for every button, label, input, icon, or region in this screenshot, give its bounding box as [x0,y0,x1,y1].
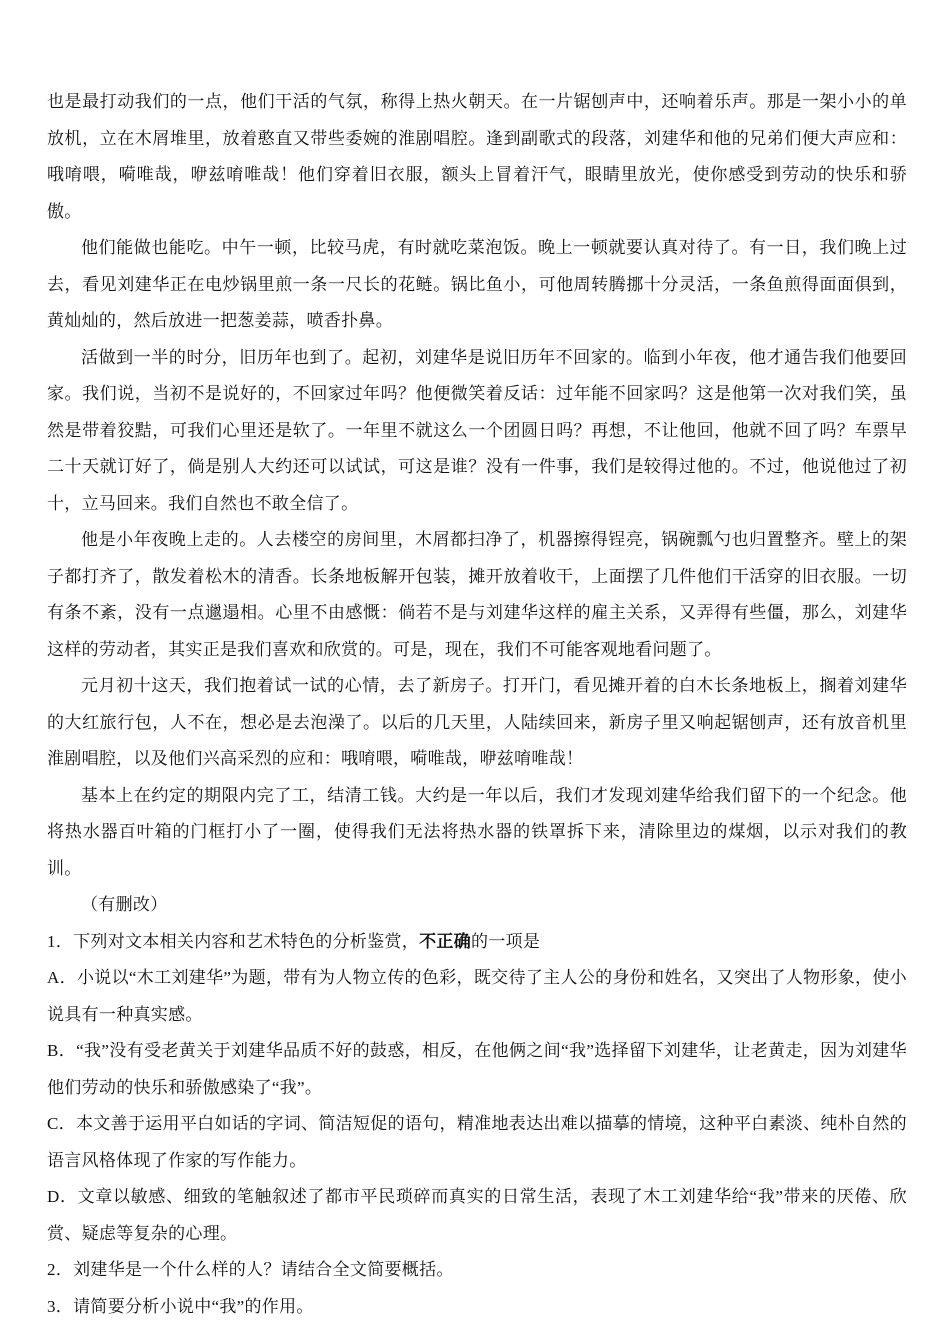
option-b-label: B． [47,1041,77,1060]
question-1-stem-suffix: 的一项是 [471,931,541,951]
passage-paragraph-3: 活做到一半的时分，旧历年也到了。起初，刘建华是说旧历年不回家的。临到小年夜，他才通告我们他要回家。我们说，当初不是说好的，不回家过年吗？他便微笑着反话：过年能不回家吗？这是他第一次对我们笑，虽然是带着狡黠，可我们心里还是软了。一年里不就这么一个团圆日吗？再想，不让他回，他就不回了吗？车票早二十天就订好了，倘是别人大约还可以试试，可这是谁？没有一件事，我们是较得过他的。不过，他说他过了初十，立马回来。我们自然也不敢全信了。 [47,347,907,513]
question-1-option-c [47,1106,907,1179]
reading-passage [47,84,907,924]
question-1-stem-prefix: 下列对文本相关内容和艺术特色的分析鉴赏， [73,931,420,951]
option-b-text: “我”没有受老黄关于刘建华品质不好的鼓惑，相反，在他俩之间“我”选择留下刘建华，让老黄走，因为刘建华他们劳动的快乐和骄傲感染了“我”。 [47,1041,907,1097]
question-2-number: 2． [47,1260,74,1279]
question-3 [47,1289,907,1326]
question-1-option-b [47,1033,907,1106]
source-note: （有删改） [81,895,168,914]
option-d-label: D． [47,1187,78,1206]
question-1-stem [47,924,907,961]
passage-paragraph-1: 也是最打动我们的一点，他们干活的气氛，称得上热火朝天。在一片锯刨声中，还响着乐声。那是一架小小的单放机，立在木屑堆里，放着憨直又带些委婉的淮剧唱腔。逢到副歌式的段落，刘建华和他的兄弟们便大声应和：哦唷喂，嗬唯哉，咿兹唷唯哉！他们穿着旧衣服，额头上冒着汗气，眼睛里放光，使你感受到劳动的快乐和骄傲。 [47,92,907,221]
option-c-label: C． [47,1114,76,1133]
question-2-text: 刘建华是一个什么样的人？请结合全文简要概括。 [73,1260,454,1279]
option-d-text: 文章以敏感、细致的笔触叙述了都市平民琐碎而真实的日常生活，表现了木工刘建华给“我”带来的厌倦、欣赏、疑虑等复杂的心理。 [47,1187,907,1243]
question-2 [47,1252,907,1289]
question-1-option-d [47,1179,907,1252]
question-1-stem-emphasis: 不正确 [419,931,472,951]
question-3-number: 3． [47,1296,74,1316]
passage-paragraph-5: 元月初十这天，我们抱着试一试的心情，去了新房子。打开门，看见摊开着的白木长条地板上，搁着刘建华的大红旅行包，人不在，想必是去泡澡了。以后的几天里，人陆续回来，新房子里又响起锯刨声，还有放音机里淮剧唱腔，以及他们兴高采烈的应和：哦唷喂，嗬唯哉，咿兹唷唯哉！ [47,676,907,768]
questions-section [47,924,907,1326]
option-c-text: 本文善于运用平白如话的字词、简洁短促的语句，精准地表达出难以描摹的情境，这种平白素淡、纯朴自然的语言风格体现了作家的写作能力。 [47,1114,907,1170]
question-1-number: 1． [47,931,74,951]
question-1-option-a [47,960,907,1033]
question-3-text: 请简要分析小说中“我”的作用。 [73,1296,314,1316]
option-a-text: 小说以“木工刘建华”为题，带有为人物立传的色彩，既交待了主人公的身份和姓名，又突出了人物形象，使小说具有一种真实感。 [47,968,907,1024]
passage-paragraph-6: 基本上在约定的期限内完了工，结清工钱。大约是一年以后，我们才发现刘建华给我们留下的一个纪念。他将热水器百叶箱的门框打小了一圈，使得我们无法将热水器的铁罩拆下来，清除里边的煤烟，以示对我们的教训。 [47,785,907,878]
passage-paragraph-4: 他是小年夜晚上走的。人去楼空的房间里，木屑都扫净了，机器擦得锃亮，锅碗瓢勺也归置整齐。壁上的架子都打齐了，散发着松木的清香。长条地板解开包装，摊开放着收干，上面摆了几件他们干活穿的旧衣服。一切有条不紊，没有一点邋遢相。心里不由感慨：倘若不是与刘建华这样的雇主关系，又弄得有些僵，那么，刘建华这样的劳动者，其实正是我们喜欢和欣赏的。可是，现在，我们不可能客观地看问题了。 [47,530,907,659]
option-a-label: A． [47,968,77,987]
passage-paragraph-2: 他们能做也能吃。中午一顿，比较马虎，有时就吃菜泡饭。晚上一顿就要认真对待了。有一日，我们晚上过去，看见刘建华正在电炒锅里煎一条一尺长的花鲢。锅比鱼小，可他周转腾挪十分灵活，一条鱼煎得面面俱到，黄灿灿的，然后放进一把葱姜蒜，喷香扑鼻。 [47,238,907,330]
